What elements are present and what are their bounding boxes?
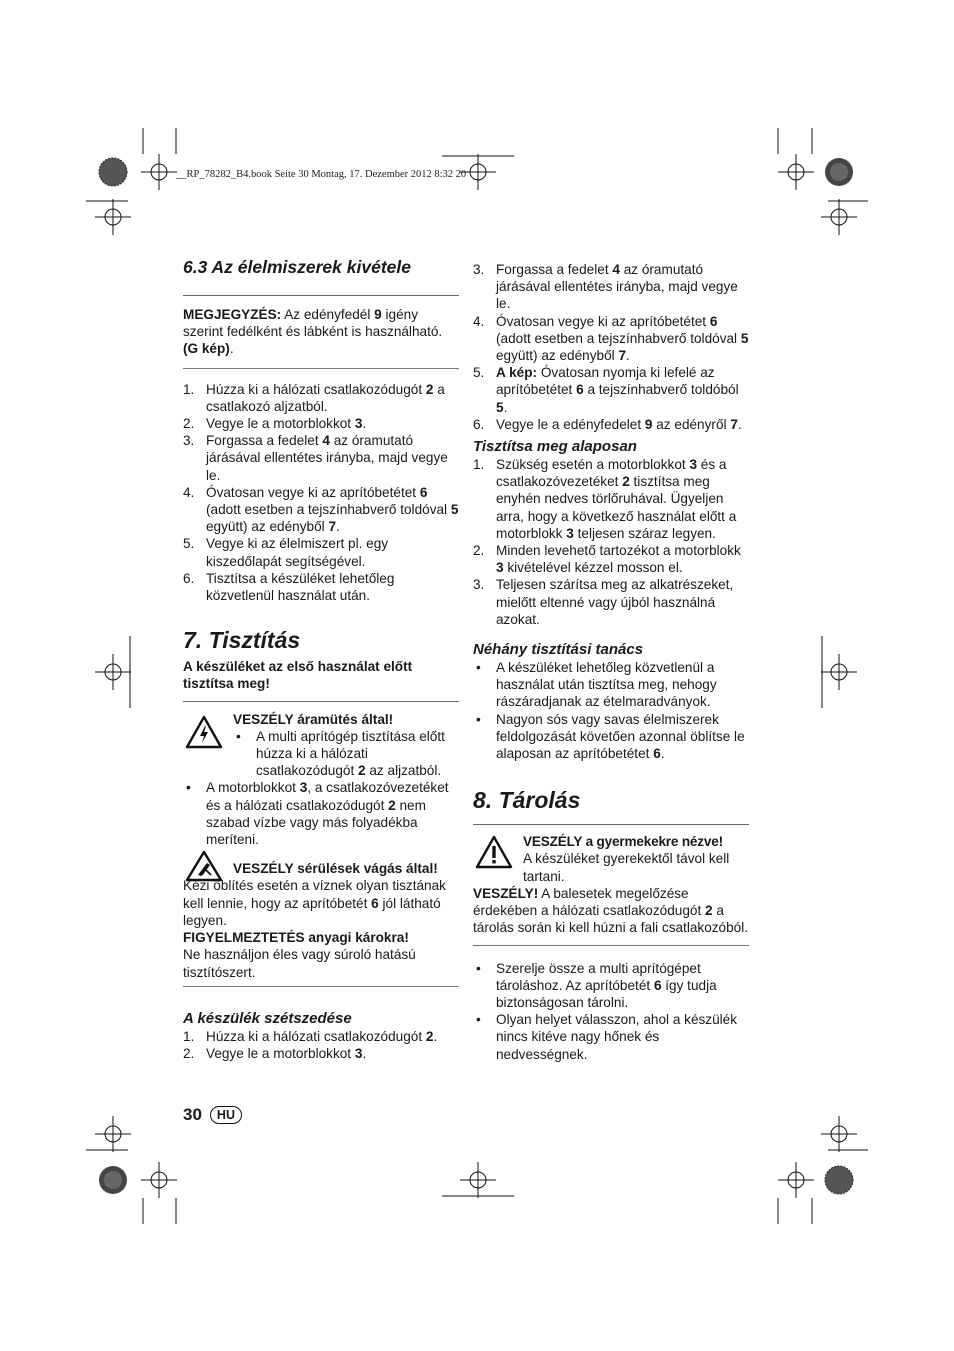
clean-thoroughly-title: Tisztítsa meg alaposan — [473, 438, 637, 456]
danger-children-text: A készüléket gyerekektől távol kell tartani. — [523, 851, 730, 884]
electric-hazard-icon — [185, 715, 223, 749]
removal-steps-continued — [473, 261, 749, 433]
danger-cut-text: Kézi öblítés esetén a víznek olyan tisztának kell lennie, hogy az aprítóbetét 6 jól látható legyen. — [183, 878, 446, 928]
list-item: 1. Szükség esetén a motorblokkot 3 és a csatlakozóvezetéket 2 tisztítsa meg enyhén nedves törlőruhával. Ügyeljen arra, hogy a következő használat előtt a motorblokk 3 teljesen száraz legyen. — [473, 457, 737, 541]
list-item: 1. Húzza ki a hálózati csatlakozódugót 2 a csatlakozó aljzatból. — [183, 381, 445, 414]
list-item: • Nagyon sós vagy savas élelmiszerek feldolgozását követően azonnal öblítse le alaposan az aprítóbetétet 6. — [476, 711, 745, 762]
warning-icon — [475, 835, 513, 869]
disassembly-steps — [183, 1028, 459, 1062]
left-column — [183, 256, 459, 1062]
clean-steps — [473, 456, 749, 628]
cut-hazard-icon — [185, 850, 223, 882]
list-item: 4. Óvatosan vegye ki az aprítóbetétet 6 (adott esetben a tejszínhabverő toldóval 5 együtt) az edényből 7. — [473, 313, 749, 364]
right-column — [473, 261, 749, 1063]
danger-electric-title: VESZÉLY áramütés által! — [233, 711, 394, 727]
cleaning-intro: A készüléket az első használat előtt tisztítsa meg! — [183, 659, 413, 692]
danger-cut-title: VESZÉLY sérülések vágás által! — [233, 861, 438, 877]
section-7-title: 7. Tisztítás — [183, 627, 301, 654]
danger-electric-box — [183, 711, 459, 780]
caution-title: FIGYELMEZTETÉS anyagi károkra! — [183, 930, 409, 946]
caution-text: Ne használjon éles vagy súroló hatású tisztítószert. — [183, 947, 416, 980]
cleaning-tips-title: Néhány tisztítási tanács — [473, 641, 644, 659]
note-figure-ref: (G kép) — [183, 341, 230, 357]
disassembly-title: A készülék szétszedése — [183, 1009, 352, 1027]
list-item: • A motorblokkot 3, a csatlakozóvezetéket és a hálózati csatlakozódugót 2 nem szabad vízbe vagy más folyadékba meríteni. — [186, 780, 449, 848]
divider — [473, 945, 749, 946]
divider — [183, 986, 459, 987]
list-item: • Olyan helyet válasszon, ahol a készülék nincs kitéve nagy hőnek és nedvességnek. — [476, 1012, 738, 1062]
danger-storage-text: VESZÉLY! A balesetek megelőzése érdekében a hálózati csatlakozódugót 2 a tárolás során ki kell húzni a fali csatlakozóból. — [473, 885, 749, 936]
list-item: 2. Minden levehető tartozékot a motorblokk 3 kivételével kézzel mosson el. — [473, 543, 741, 576]
list-item: • A készüléket lehetőleg közvetlenül a használat után tisztítsa meg, nehogy rászáradjanak az ételmaradványok. — [476, 660, 717, 710]
note-ref: 9 — [374, 307, 382, 322]
list-item: 2. Vegye le a motorblokkot 3. — [183, 416, 367, 432]
list-item: 6. Tisztítsa a készüléket lehetőleg közvetlenül használat után. — [183, 570, 395, 604]
list-item: 5. Vegye ki az élelmiszert pl. egy kiszedőlapát segítségével. — [183, 536, 389, 569]
list-item: 6. Vegye le a edényfedelet 9 az edényről 7. — [473, 416, 742, 432]
storage-tips — [473, 960, 749, 1063]
divider — [183, 295, 459, 296]
note-text: igény szerint fedélként és lábként is használható. — [183, 307, 443, 340]
note-label: MEGJEGYZÉS: — [183, 307, 282, 322]
list-item: 5. A kép: Óvatosan nyomja ki lefelé az aprítóbetétet 6 a tejszínhabverő toldóból 5. — [473, 365, 739, 415]
section-6-3-title: 6.3 Az élelmiszerek kivétele — [183, 257, 411, 277]
danger-children-box — [473, 833, 749, 885]
section-8-title: 8. Tárolás — [473, 787, 581, 814]
cleaning-tips — [473, 659, 749, 762]
note-text: Az edényfedél — [281, 307, 375, 322]
divider — [473, 824, 749, 825]
page-footer — [183, 1106, 242, 1124]
list-item: 1. Húzza ki a hálózati csatlakozódugót 2. — [183, 1028, 438, 1044]
print-file-header: __RP_78282_B4.book Seite 30 Montag, 17. Dezember 2012 8:32 20 — [176, 169, 467, 180]
note-paragraph — [183, 306, 459, 358]
removal-steps — [183, 381, 459, 605]
list-item: 4. Óvatosan vegye ki az aprítóbetétet 6 (adott esetben a tejszínhabverő toldóval 5 együtt) az edényből 7. — [183, 484, 459, 535]
danger-children-title: VESZÉLY a gyermekekre nézve! — [523, 834, 723, 850]
language-badge: HU — [210, 1106, 242, 1124]
list-item: 3. Teljesen szárítsa meg az alkatrészeket, mielőtt eltenné vagy újból használná azokat. — [473, 577, 734, 627]
list-item: 2. Vegye le a motorblokkot 3. — [183, 1045, 367, 1061]
page-number: 30 — [183, 1105, 202, 1125]
list-item: • A multi aprítógép tisztítása előtt húzza ki a hálózati csatlakozódugót 2 az aljzatból. — [236, 728, 445, 779]
danger-cut-box — [183, 860, 459, 877]
divider — [183, 701, 459, 702]
note-text: . — [229, 341, 234, 357]
list-item: • Szerelje össze a multi aprítógépet tároláshoz. Az aprítóbetét 6 így tudja biztonságosan tárolni. — [476, 960, 717, 1010]
list-item: 3. Forgassa a fedelet 4 az óramutató járásával ellentétes irányba, majd vegye le. — [183, 433, 448, 483]
divider — [183, 368, 459, 369]
list-item: 3. Forgassa a fedelet 4 az óramutató járásával ellentétes irányba, majd vegye le. — [473, 262, 738, 312]
